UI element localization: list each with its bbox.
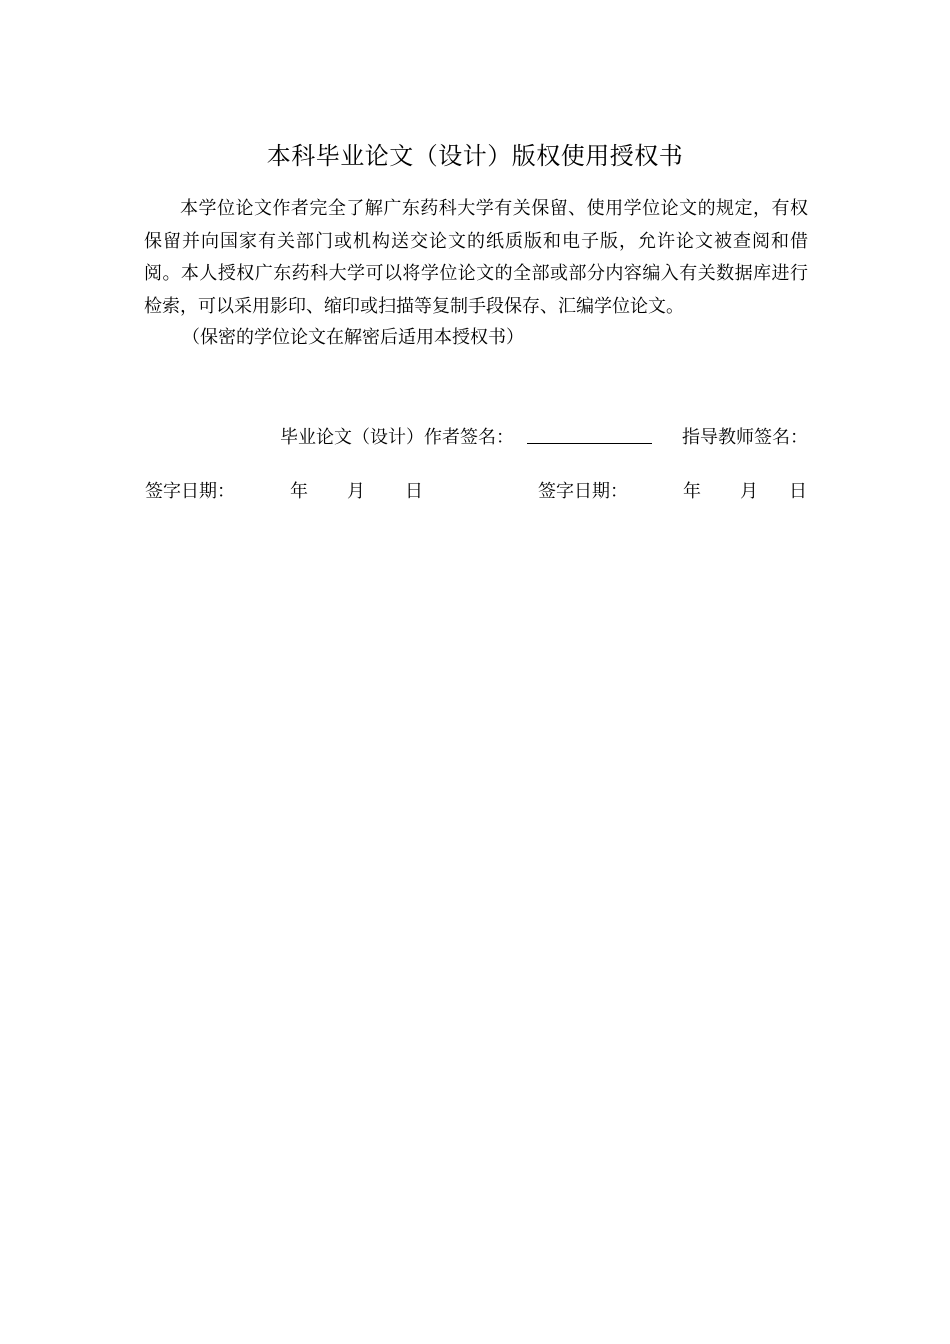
author-date-month: 月 xyxy=(347,481,365,502)
advisor-date-day: 日 xyxy=(789,481,807,502)
document-title: 本科毕业论文（设计）版权使用授权书 xyxy=(266,142,684,170)
author-date-label: 签字日期： xyxy=(145,481,235,502)
advisor-date-label: 签字日期： xyxy=(538,481,628,502)
author-date-day: 日 xyxy=(405,481,423,502)
authorization-paragraph: 本学位论文作者完全了解广东药科大学有关保留、使用学位论文的规定，有权保留并向国家有关部门或机构送交论文的纸质版和电子版，允许论文被查阅和借阅。本人授权广东药科大学可以将学位论文的全部或部分内容编入有关数据库进行检索，可以采用影印、缩印或扫描等复制手段保存、汇编学位论文。 xyxy=(144,198,808,317)
advisor-signature-label: 指导教师签名： xyxy=(682,427,808,448)
author-date-year: 年 xyxy=(290,481,308,502)
advisor-date-month: 月 xyxy=(740,481,758,502)
author-signature-line xyxy=(527,443,652,444)
confidentiality-note: （保密的学位论文在解密后适用本授权书） xyxy=(182,327,524,348)
advisor-date-year: 年 xyxy=(683,481,701,502)
author-signature-label: 毕业论文（设计）作者签名： xyxy=(280,427,514,448)
